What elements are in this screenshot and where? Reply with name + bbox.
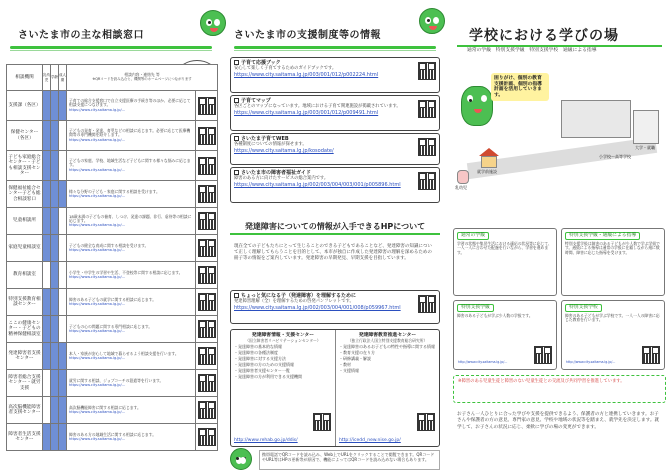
adult-check [59, 181, 67, 208]
support-item-desc: 障害のある方に向けたサービスの総合案内です。 [234, 175, 329, 181]
dd-section-title [230, 222, 440, 235]
table-row [7, 208, 218, 235]
col-header-adult: 成人期 [59, 65, 67, 91]
qr-code-icon [418, 62, 436, 80]
support-item-url[interactable]: https://www.city.saitama.lg.jp/003/001/012/p002224.html [234, 71, 379, 78]
school-check [51, 397, 59, 424]
agency-desc-text: 障害のある子どもの就学に関する相談に応じます。 [69, 296, 157, 302]
agency-desc-text: 子育ての総合支援窓口で自立支援医療の手続き等のほか、必要に応じて相談支援につなげます。 [69, 98, 191, 108]
adult-check [59, 424, 67, 451]
label-infant: 乳幼児 [455, 185, 467, 190]
university-building-icon [633, 110, 659, 144]
school-check [51, 370, 59, 397]
agency-url[interactable]: https://www.city.saitama.lg.jp/... [69, 137, 126, 142]
support-item-desc: 各種制度についての情報が探せます。 [234, 141, 307, 147]
infant-check [43, 370, 51, 397]
qr-code-icon [198, 320, 216, 338]
col-header-agency: 相談機関 [7, 65, 43, 91]
support-item[interactable] [230, 167, 440, 203]
qr-cell [196, 151, 218, 181]
center-list-item: ・発達障害者支援センター一覧 [234, 368, 290, 374]
agency-description [67, 424, 196, 451]
info-center-left [231, 330, 335, 446]
qr-note: 携帯電話でQRコードを読み込み、Web上でURLをクリックすることで閲覧できます。QRコードやURL等はHPの更新等が原因で、機能によってはQRコードを読み込めない場合もあります。 [259, 450, 440, 470]
center-list-item: ・発達障害のあるお子どもの特性や指導に関する情報 [339, 343, 435, 349]
support-item-title: 子育てマップ [241, 98, 271, 104]
agency-description [67, 370, 196, 397]
agency-url[interactable]: https://www.city.saitama.lg.jp/... [69, 437, 126, 442]
qr-cell [196, 235, 218, 262]
agency-name: 支援課（各区） [7, 91, 43, 121]
infant-check [43, 208, 51, 235]
col-header-infant: 乳幼児 [43, 65, 51, 91]
qr-code-icon [198, 212, 216, 230]
mascot-icon [419, 8, 445, 34]
agency-description [67, 151, 196, 181]
col-header-contents-label: 相談内容・連絡先 等 [124, 71, 160, 77]
infant-check [43, 397, 51, 424]
qr-cell [196, 91, 218, 121]
panel2-title: さいたま市の支援制度等の情報 [234, 30, 381, 41]
learning-card [453, 300, 557, 370]
info-centers [230, 329, 440, 447]
infant-check [43, 91, 51, 121]
agency-name: 障害者総合支援センター・就労支援 [7, 370, 43, 397]
qr-cell [196, 262, 218, 289]
mascot-icon [461, 86, 493, 126]
support-item-url[interactable]: https://www.city.saitama.lg.jp/002/003/004/003/001/p005896.html [234, 181, 401, 188]
agency-desc-text: 本人・家族が安心して地域で暮らせるよう相談支援を行います。 [69, 350, 179, 356]
agency-name: 保健センター（各区） [7, 121, 43, 151]
support-item[interactable] [230, 133, 440, 165]
infant-check [43, 262, 51, 289]
agency-url[interactable]: https://www.city.saitama.lg.jp/... [69, 302, 126, 307]
support-item-title: 子育て応援ブック [241, 60, 281, 66]
agency-description [67, 208, 196, 235]
agency-url[interactable]: https://www.city.saitama.lg.jp/... [69, 223, 126, 228]
col-header-school: 学齢 [51, 65, 59, 91]
center-url[interactable]: http://icedd_new.nise.go.jp/ [339, 437, 401, 443]
table-row [7, 424, 218, 451]
notice-text: ※障害のある児童生徒と障害のない児童生徒との交流及び共同学習を推進しています。 [458, 379, 625, 384]
agency-name: 保健福祉総合センター子ども総合相談窓口 [7, 181, 43, 208]
agency-desc-text: 小学生・中学生の学習や生活、不登校等に関する相談に応じます。 [69, 269, 183, 275]
agency-url[interactable]: https://www.city.saitama.lg.jp/... [69, 167, 126, 172]
center-list-item: ・発達障害に対する支援方法 [234, 356, 286, 362]
table-row [7, 397, 218, 424]
adult-check [59, 316, 67, 343]
agency-url[interactable]: https://www.city.saitama.lg.jp/... [69, 383, 126, 388]
qr-cell [196, 289, 218, 316]
school-check [51, 91, 59, 121]
card-tab: 通常の学級 [457, 232, 489, 240]
school-building-icon [561, 100, 631, 138]
center-list-item: ・教材 [339, 362, 351, 368]
center-list-item: ・研修講義・解説 [339, 356, 371, 362]
qr-code-icon [198, 127, 216, 145]
table-row [7, 181, 218, 208]
adult-check [59, 121, 67, 151]
label-university: 大学・就職 [635, 145, 655, 150]
support-item-title: さいたま市の障害者福祉ガイド [241, 170, 311, 176]
qr-code-icon [418, 172, 436, 190]
agency-name: 子ども家庭総合センター・子ども相談支援センター [7, 151, 43, 181]
agency-desc-text: 子どもの心の問題に関する専門相談に応じます。 [69, 323, 153, 329]
school-check [51, 235, 59, 262]
qr-code-icon [534, 346, 552, 364]
adult-check [59, 343, 67, 370]
panel3-subtitle: 通常の学級 特別支援学級 特別支援学校 通級による指導 [467, 48, 597, 53]
agency-name: ここの健康センター・子どもの精神保健相談室 [7, 316, 43, 343]
qr-code-icon [418, 295, 436, 313]
panel1-title: さいたま市の主な相談窓口 [18, 30, 144, 41]
qr-cell [196, 181, 218, 208]
plan-bubble: 困りがけ、個別の教育支援計画、個別の指導計画を活用していきます。 [491, 73, 549, 101]
support-panel [224, 0, 446, 473]
adult-check [59, 208, 67, 235]
agency-desc-text: 障害のある方の地域生活に関する相談に応じます。 [69, 431, 157, 437]
card-url[interactable]: http://www.city.saitama.lg.jp/... [566, 360, 616, 365]
adult-check [59, 397, 67, 424]
adult-check [59, 151, 67, 181]
agency-desc-text: 高次脳機能障害に関する相談に応じます。 [69, 404, 141, 410]
infant-check [43, 151, 51, 181]
agency-description [67, 91, 196, 121]
table-row [7, 262, 218, 289]
center-list-item: ・発達障害の方のための支援情報 [234, 362, 294, 368]
school-check [51, 208, 59, 235]
agency-description [67, 316, 196, 343]
infant-check [43, 289, 51, 316]
center-sub: （国立障害者リハビリテーションセンター） [245, 337, 321, 343]
label-school-age: 小学校～高等学校 [599, 154, 631, 159]
qr-code-icon [313, 413, 331, 431]
consultation-table [6, 64, 218, 451]
qr-code-icon [418, 100, 436, 118]
school-check [51, 121, 59, 151]
agency-url[interactable]: https://www.city.saitama.lg.jp/... [69, 107, 126, 112]
infant-check [43, 343, 51, 370]
qr-code-icon [198, 157, 216, 175]
qr-cell [196, 121, 218, 151]
agency-name: 発達障害者支援センター [7, 343, 43, 370]
info-center-right [335, 330, 439, 446]
card-text: 特別支援学級は障害のある子どもが少人数で学ぶ学級です。通級による指導は通常の学級に在籍しながら週に数時間、障害に応じた指導を受けます。 [565, 240, 660, 256]
pamphlet-url[interactable]: https://www.city.saitama.lg.jp/002/003/004/001/008/p059967.html [234, 304, 401, 311]
school-check [51, 343, 59, 370]
agency-desc-text: 子どもの家庭、学校、地域生活など子どもに関する様々な悩みに応じます。 [69, 158, 191, 168]
agency-url[interactable]: https://www.city.saitama.lg.jp/... [69, 356, 126, 361]
agency-desc-text: 子どもの健全な育成に関する相談を受けます。 [69, 242, 149, 248]
table-row [7, 121, 218, 151]
agency-desc-text: 子どもの発育・発達、育児などの相談に応じます。必要に応じて医療機関等の専門機関を紹介します。 [69, 128, 191, 138]
panel3-title: 学校における学びの場 [469, 28, 619, 44]
support-item-desc: 安心して楽しく子育てするためのガイドブックです。 [234, 65, 337, 71]
school-check [51, 181, 59, 208]
agency-description [67, 343, 196, 370]
infant-check [43, 235, 51, 262]
panel2-header [228, 30, 442, 58]
closing-text: お子さん一人ひとりに合った学びや支援を提供できるよう、保護者の方と連携していきます。お子さんや保護者の方の意見、専門家の意見、学校や地域の状況等を踏まえ、就学先を決定します。就学して、お子さんの状況に応じ、柔軟に学びの場の変更ができます。 [457, 412, 660, 430]
support-item[interactable] [230, 95, 440, 131]
adult-check [59, 289, 67, 316]
agency-name: 教育相談室 [7, 262, 43, 289]
qr-code-icon [198, 97, 216, 115]
qr-code-icon [642, 346, 660, 364]
agency-description [67, 235, 196, 262]
adult-check [59, 91, 67, 121]
qr-code-icon [198, 401, 216, 419]
agency-desc-text: 様々な分野の子ども・家庭に関する相談を受けます。 [69, 188, 160, 194]
agency-name: 特別支援教育相談センター [7, 289, 43, 316]
card-tab: 特別支援学級 [457, 304, 494, 312]
table-row [7, 235, 218, 262]
table-row [7, 343, 218, 370]
consultation-panel [0, 0, 222, 473]
center-list-item: ・発達障害の方が利用できる支援機関 [234, 374, 302, 380]
center-title: 発達障害情報・支援センター [251, 333, 315, 338]
qr-cell [196, 208, 218, 235]
center-list-item: ・発達障害の基本的な情報 [234, 343, 282, 349]
dd-paragraph: 現在全ての子どもたちにとって生じることのできる子どもであることなど、発達障害の知識について正しく理解してもらうことを目的として、本市が独自に作成した発達障害の理解を深めるための冊子等の情報をご案内しています。発達障害の早期発見、早期支援を目指しています。 [234, 244, 432, 262]
qr-code-icon [198, 266, 216, 284]
qr-cell [196, 370, 218, 397]
adult-check [59, 262, 67, 289]
card-text: 障害のある子どもが学ぶ学校です。一人一人の障害に応じた教育を行います。 [565, 312, 660, 323]
qr-code-icon [417, 413, 435, 431]
table-row [7, 316, 218, 343]
table-row [7, 91, 218, 121]
card-url[interactable]: http://www.city.saitama.lg.jp/... [458, 360, 508, 365]
center-sub: （独立行政法人国立特別支援教育総合研究所） [347, 337, 428, 343]
learning-card [561, 228, 665, 296]
agency-name: 障害者生活支援センター [7, 424, 43, 451]
qr-code-icon [418, 138, 436, 156]
pamphlet-item[interactable] [230, 290, 440, 324]
school-check [51, 316, 59, 343]
agency-desc-text: 就労に関する相談、ジョブコーチの派遣等を行います。 [69, 377, 164, 383]
agency-description [67, 121, 196, 151]
school-check [51, 262, 59, 289]
qr-cell [196, 343, 218, 370]
center-list-item: ・教育支援の在り方 [339, 349, 375, 355]
table-row [7, 289, 218, 316]
col-header-contents [67, 65, 218, 91]
qr-code-icon [198, 428, 216, 446]
adult-check [59, 235, 67, 262]
support-item-desc: 各区ごとのマップになっています。地域における子育て関連施設が掲載されています。 [234, 103, 401, 109]
qr-code-icon [198, 239, 216, 257]
agency-name: 家庭児童相談室 [7, 235, 43, 262]
card-tab: 特別支援学級・通級による指導 [565, 232, 640, 240]
preschool-icon [481, 156, 497, 168]
agency-name: 高次脳機能障害者支援センター [7, 397, 43, 424]
agency-desc-text: 18歳未満の子どもの養育、しつけ、発達の課題、非行、虐待等の相談に応じます。 [69, 213, 192, 223]
qr-code-icon [198, 374, 216, 392]
infant-check [43, 121, 51, 151]
school-check [51, 289, 59, 316]
qr-code-icon [198, 185, 216, 203]
infant-icon [457, 170, 469, 184]
learning-card [453, 228, 557, 296]
qr-cell [196, 397, 218, 424]
center-list-item: ・支援情報 [339, 368, 359, 374]
adult-check [59, 370, 67, 397]
agency-url[interactable]: https://www.city.saitama.lg.jp/... [69, 410, 126, 415]
card-tab: 特別支援学校 [565, 304, 602, 312]
school-panel [449, 0, 670, 473]
agency-description [67, 289, 196, 316]
house-roof-icon [479, 148, 499, 156]
support-item[interactable] [230, 57, 440, 93]
agency-description [67, 397, 196, 424]
panel1-header [4, 30, 218, 58]
pamphlet-title: ちょっと気になる子（発達障害）を理解するために [241, 293, 357, 299]
school-check [51, 151, 59, 181]
infant-check [43, 181, 51, 208]
pamphlet-desc: 発達障害理解（全）を理解するための啓発パンフレットです。 [234, 298, 354, 304]
support-item-url[interactable]: https://www.city.saitama.lg.jp/kosodate/ [234, 147, 334, 154]
table-row [7, 370, 218, 397]
learning-card [561, 300, 665, 370]
exchange-notice [453, 375, 666, 403]
agency-description [67, 181, 196, 208]
center-url[interactable]: http://www.rehab.go.jp/ddis/ [234, 437, 298, 443]
label-preschool: 就学前施設 [477, 169, 497, 174]
support-item-url[interactable]: https://www.city.saitama.lg.jp/003/001/012/p009491.html [234, 109, 379, 116]
card-text: 学習の状態や集団生活における適応の状況等に応じて、一人一人に合わせた配慮を行いながら、学習を進めます。 [457, 240, 552, 256]
mascot-icon [230, 448, 252, 470]
center-title: 発達障害教育推進センター [358, 333, 417, 338]
agency-description [67, 262, 196, 289]
agency-url[interactable]: https://www.city.saitama.lg.jp/... [69, 194, 126, 199]
qr-cell [196, 424, 218, 451]
agency-name: 児童相談所 [7, 208, 43, 235]
qr-cell [196, 316, 218, 343]
support-item-title: さいたま子育てWEB [241, 136, 289, 142]
agency-url[interactable]: https://www.city.saitama.lg.jp/... [69, 329, 126, 334]
center-list-item: ・発達障害の各種法制度 [234, 349, 278, 355]
agency-url[interactable]: https://www.city.saitama.lg.jp/... [69, 275, 126, 280]
table-row [7, 151, 218, 181]
school-check [51, 424, 59, 451]
dd-title: 発達障害についての情報が入手できるHPについて [244, 222, 426, 231]
qr-code-icon [198, 293, 216, 311]
col-header-note: ※QRコードを読み込むと、機関等のホームページにつながります [92, 77, 192, 82]
card-text: 障害のある子どもが学ぶ少人数の学級です。 [457, 312, 533, 318]
agency-url[interactable]: https://www.city.saitama.lg.jp/... [69, 248, 126, 253]
qr-code-icon [198, 347, 216, 365]
infant-check [43, 424, 51, 451]
infant-check [43, 316, 51, 343]
